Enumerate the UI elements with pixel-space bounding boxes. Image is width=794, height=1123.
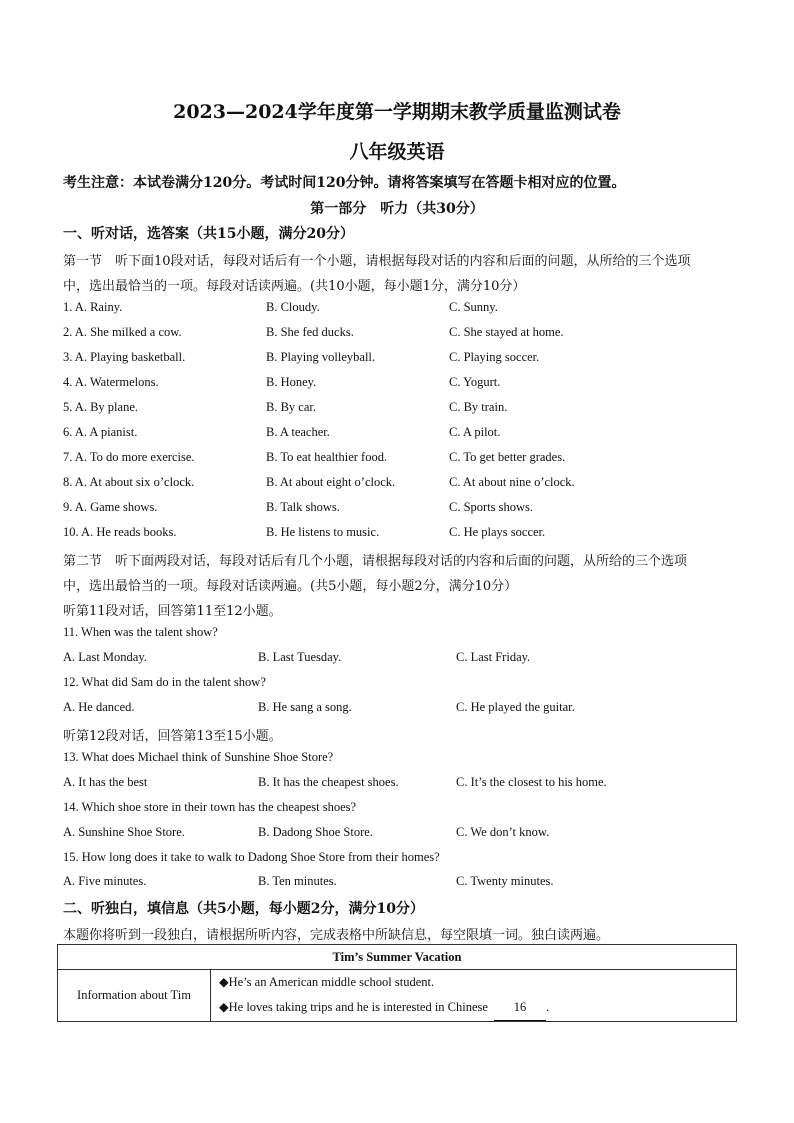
q14-option-c: C. We don’t know. — [456, 825, 550, 839]
exam-title: 2023—2024学年度第一学期期末教学质量监测试卷 — [173, 101, 621, 123]
q15-option-c: C. Twenty minutes. — [456, 874, 554, 888]
table-row-label: Information about Tim — [58, 970, 211, 1022]
exam-subtitle: 八年级英语 — [349, 141, 445, 163]
q5-option-c: C. By train. — [449, 400, 508, 414]
q15-option-a: A. Five minutes. — [63, 874, 147, 888]
q1-option-b: B. Cloudy. — [266, 300, 320, 314]
part1-intro-line1: 第一节 听下面10段对话，每段对话后有一个小题，请根据每段对话的内容和后面的问题，从所给的三个选项 — [63, 254, 691, 269]
q8-option-a: 8. A. At about six o’clock. — [63, 475, 195, 489]
table-line1: ◆He’s an American middle school student. — [211, 970, 737, 996]
part1-title: 第一部分 听力（共30分） — [310, 201, 484, 217]
q15-option-b: B. Ten minutes. — [258, 874, 337, 888]
q11-question: 11. When was the talent show? — [63, 625, 218, 639]
q15-question: 15. How long does it take to walk to Dadong Shoe Store from their homes? — [63, 850, 440, 864]
exam-notice: 考生注意：本试卷满分120分。考试时间120分钟。请将答案填写在答题卡相对应的位置。 — [63, 175, 626, 191]
part1-intro-line2: 中，选出最恰当的一项。每段对话读两遍。(共10小题，每小题1分，满分10分） — [63, 279, 526, 294]
q6-option-a: 6. A. A pianist. — [63, 425, 138, 439]
q14-option-b: B. Dadong Shoe Store. — [258, 825, 373, 839]
q11-option-b: B. Last Tuesday. — [258, 650, 342, 664]
q8-option-c: C. At about nine o’clock. — [449, 475, 575, 489]
info-table — [57, 944, 737, 1022]
q5-option-b: B. By car. — [266, 400, 316, 414]
q13-question: 13. What does Michael think of Sunshine Shoe Store? — [63, 750, 334, 764]
q3-option-b: B. Playing volleyball. — [266, 350, 376, 364]
q11-option-c: C. Last Friday. — [456, 650, 531, 664]
q14-question: 14. Which shoe store in their town has the cheapest shoes? — [63, 800, 357, 814]
part2-intro-line2: 中，选出最恰当的一项。每段对话读两遍。(共5小题，每小题2分，满分10分） — [63, 579, 518, 594]
section2-title: 二、听独白，填信息（共5小题，每小题2分，满分10分） — [63, 901, 424, 917]
q1-option-c: C. Sunny. — [449, 300, 498, 314]
table-line2-end: . — [545, 1000, 550, 1014]
q4-option-b: B. Honey. — [266, 375, 317, 389]
q2-option-b: B. She fed ducks. — [266, 325, 354, 339]
q12-option-c: C. He played the guitar. — [456, 700, 575, 714]
q3-option-a: 3. A. Playing basketball. — [63, 350, 186, 364]
table-line2: ◆He loves taking trips and he is interested in Chinese — [219, 1000, 488, 1014]
q9-option-a: 9. A. Game shows. — [63, 500, 158, 514]
q12-question: 12. What did Sam do in the talent show? — [63, 675, 266, 689]
table-line2-cell — [211, 995, 737, 1022]
section1-title: 一、听对话，选答案（共15小题，满分20分） — [63, 226, 354, 242]
q9-option-c: C. Sports shows. — [449, 500, 534, 514]
q14-option-a: A. Sunshine Shoe Store. — [63, 825, 185, 839]
q5-option-a: 5. A. By plane. — [63, 400, 138, 414]
q7-option-b: B. To eat healthier food. — [266, 450, 388, 464]
q13-option-a: A. It has the best — [63, 775, 148, 789]
q4-option-a: 4. A. Watermelons. — [63, 375, 159, 389]
q2-option-c: C. She stayed at home. — [449, 325, 564, 339]
part2-intro-line1: 第二节 听下面两段对话，每段对话后有几个小题，请根据每段对话的内容和后面的问题，从所给的三个选项 — [63, 554, 688, 569]
q10-option-a: 10. A. He reads books. — [63, 525, 177, 539]
q13-option-b: B. It has the cheapest shoes. — [258, 775, 399, 789]
q8-option-b: B. At about eight o’clock. — [266, 475, 396, 489]
q1-option-a: 1. A. Rainy. — [63, 300, 123, 314]
q11-option-a: A. Last Monday. — [63, 650, 147, 664]
q2-option-a: 2. A. She milked a cow. — [63, 325, 182, 339]
q4-option-c: C. Yogurt. — [449, 375, 501, 389]
answer-blank-16[interactable]: 16 — [494, 995, 546, 1021]
q7-option-a: 7. A. To do more exercise. — [63, 450, 195, 464]
q12-option-b: B. He sang a song. — [258, 700, 352, 714]
dialog11-intro: 听第11段对话，回答第11至12小题。 — [63, 604, 282, 619]
q10-option-c: C. He plays soccer. — [449, 525, 546, 539]
q6-option-b: B. A teacher. — [266, 425, 330, 439]
q6-option-c: C. A pilot. — [449, 425, 501, 439]
q10-option-b: B. He listens to music. — [266, 525, 380, 539]
q3-option-c: C. Playing soccer. — [449, 350, 540, 364]
q7-option-c: C. To get better grades. — [449, 450, 566, 464]
dialog12-intro: 听第12段对话，回答第13至15小题。 — [63, 729, 282, 744]
table-header: Tim’s Summer Vacation — [58, 945, 737, 970]
q9-option-b: B. Talk shows. — [266, 500, 340, 514]
section2-intro: 本题你将听到一段独白，请根据所听内容，完成表格中所缺信息，每空限填一词。独白读两遍。 — [63, 928, 610, 943]
q12-option-a: A. He danced. — [63, 700, 135, 714]
q13-option-c: C. It’s the closest to his home. — [456, 775, 607, 789]
